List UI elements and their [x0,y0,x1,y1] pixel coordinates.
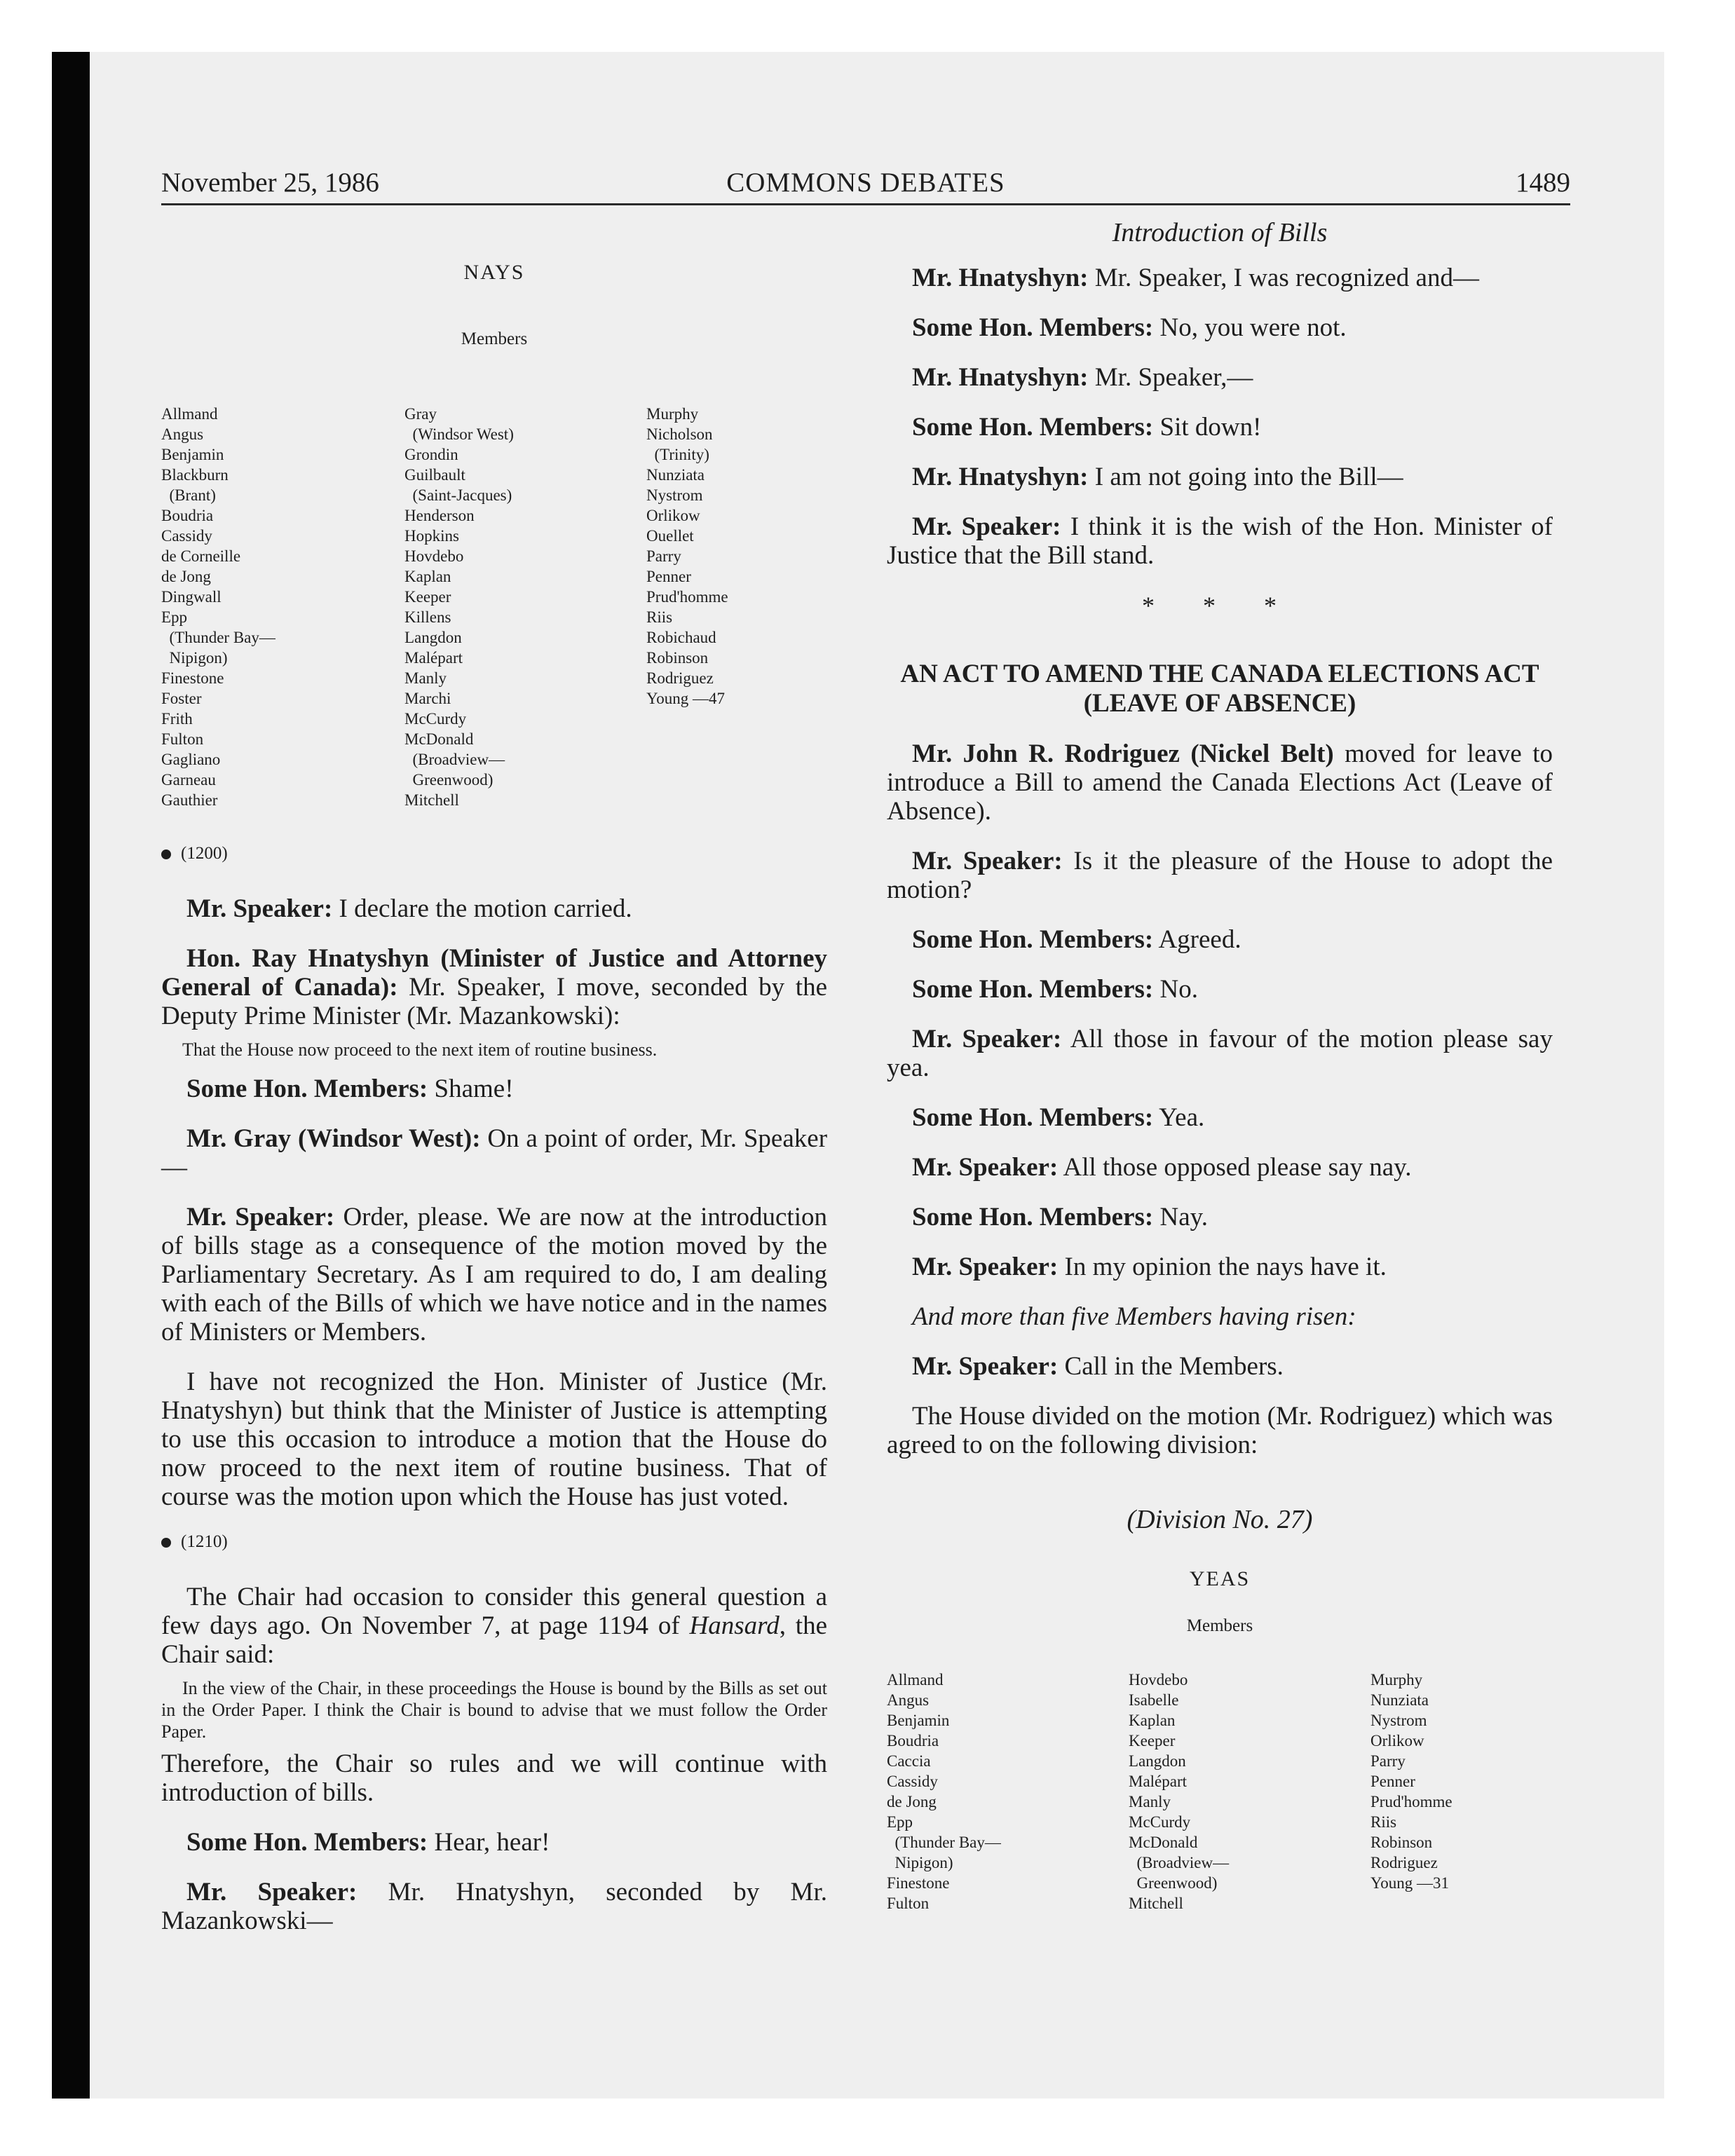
section-separator: * * * [1142,592,1298,620]
member-name: Foster [161,690,202,707]
member-name: Blackburn [161,466,229,484]
speaker-name: Some Hon. Members: [186,1828,428,1857]
member-name: Keeper [404,588,451,606]
paragraph: Mr. Speaker: In my opinion the nays have it. [912,1253,1387,1281]
member-name: Orlikow [646,507,700,524]
paragraph: Some Hon. Members: Shame! [186,1074,514,1103]
member-name: Nunziata [1370,1691,1429,1709]
paragraph: Mr. Speaker: All those in favour of the motion please say yea. [887,1025,1553,1082]
member-name: Young —47 [646,690,726,707]
speaker-name: Mr. Speaker: [186,1203,335,1231]
member-name: (Brant) [161,486,216,504]
paragraph: The House divided on the motion (Mr. Rodriguez) which was agreed to on the following division: [887,1402,1553,1459]
speaker-name: Mr. Speaker: [186,894,333,923]
hansard-italic: Hansard [689,1611,780,1640]
speaker-name: Some Hon. Members: [912,975,1154,1004]
member-name: Nystrom [646,486,703,504]
member-name: Benjamin [887,1712,950,1729]
bill-heading: AN ACT TO AMEND THE CANADA ELECTIONS ACT (LEAVE OF ABSENCE) [900,660,1539,718]
member-name: Angus [161,425,204,443]
member-name: McCurdy [404,710,467,728]
member-name: Grondin [404,446,458,463]
member-name: Gauthier [161,791,218,809]
speaker-name: Mr. Speaker: [912,512,1061,541]
member-name: Penner [1370,1773,1415,1790]
member-name: Finestone [161,669,224,687]
speaker-name: Mr. Gray (Windsor West): [186,1124,481,1153]
member-name: Angus [887,1691,930,1709]
yeas-heading: YEAS [1189,1567,1251,1590]
paragraph: Mr. John R. Rodriguez (Nickel Belt) moved for leave to introduce a Bill to amend the Canada Elections Act (Leave of Absence). [887,739,1553,826]
speaker-name: Some Hon. Members: [912,413,1154,442]
chair-quote: In the view of the Chair, in these proceedings the House is bound by the Bills as set out in the Order Paper. I think the Chair is bound to advise that we must follow the Order Paper. [161,1678,827,1742]
member-name: (Thunder Bay— [887,1834,1001,1851]
bullet-icon [161,1538,171,1548]
member-name: Frith [161,710,193,728]
time-marker: (1210) [161,1532,827,1552]
member-name: McDonald [404,730,474,748]
member-name: Prud'homme [1370,1793,1452,1810]
member-name: (Broadview— [1129,1854,1230,1871]
member-name: Parry [1370,1752,1406,1770]
speaker-name: Mr. Speaker: [912,1153,1059,1182]
member-name: (Saint-Jacques) [404,486,512,504]
member-name: Guilbault [404,466,465,484]
paragraph: Hon. Ray Hnatyshyn (Minister of Justice and Attorney General of Canada): Mr. Speaker, I move, seconded by the Deputy Prime Minister (Mr. Mazankowski): [161,944,827,1030]
member-name: Kaplan [1129,1712,1176,1729]
member-name: Benjamin [161,446,224,463]
bullet-icon [161,850,171,859]
speaker-name: Some Hon. Members: [912,313,1154,342]
member-name: Langdon [1129,1752,1186,1770]
speaker-name: Some Hon. Members: [912,1203,1154,1231]
section-title: Introduction of Bills [1112,218,1328,247]
speaker-name: Some Hon. Members: [912,925,1154,954]
speaker-name: Mr. John R. Rodriguez (Nickel Belt) [912,739,1334,768]
paragraph: Mr. Speaker: Is it the pleasure of the House to adopt the motion? [887,847,1553,904]
paragraph: Mr. Hnatyshyn: Mr. Speaker,— [912,363,1253,392]
member-name: Epp [161,608,188,626]
member-name: Epp [887,1813,913,1831]
motion-quote: That the House now proceed to the next item of routine business. [182,1039,658,1060]
paragraph: Therefore, the Chair so rules and we will continue with introduction of bills. [161,1749,827,1807]
member-name: (Windsor West) [404,425,514,443]
time-marker: (1200) [161,844,827,864]
member-name: Boudria [161,507,214,524]
yeas-column-3 [1370,1670,1452,1893]
member-name: Parry [646,547,681,565]
yeas-members-label: Members [1186,1616,1253,1635]
member-name: McDonald [1129,1834,1198,1851]
member-name: Ouellet [646,527,694,545]
member-name: Orlikow [1370,1732,1424,1749]
paragraph: The Chair had occasion to consider this general question a few days ago. On November 7, at page 1194 of Hansard, the Chair said: [161,1583,828,1669]
member-name: Greenwood) [404,771,494,789]
paragraph: Some Hon. Members: No. [912,975,1198,1004]
paragraph: Mr. Speaker: Mr. Hnatyshyn, seconded by Mr. Mazankowski— [161,1878,827,1935]
member-name: Allmand [161,405,218,423]
member-name: McCurdy [1129,1813,1191,1831]
member-name: Nipigon) [161,649,228,667]
nays-column-3 [646,404,728,709]
member-name: de Jong [887,1793,937,1810]
paragraph: Mr. Speaker: Call in the Members. [912,1352,1284,1381]
member-name: Mitchell [1129,1895,1183,1912]
right-column [887,210,1553,1936]
member-name: Langdon [404,629,462,646]
page-number: 1489 [1516,168,1570,198]
paragraph: Mr. Hnatyshyn: I am not going into the Bill— [912,463,1403,491]
speaker-name: Mr. Speaker: [912,1253,1059,1281]
member-name: (Trinity) [646,446,709,463]
member-name: de Jong [161,568,211,585]
member-name: Mitchell [404,791,459,809]
speaker-name: Some Hon. Members: [186,1074,428,1103]
member-name: Rodriguez [646,669,714,687]
member-name: Nystrom [1370,1712,1427,1729]
member-name: (Broadview— [404,751,505,768]
member-name: Penner [646,568,691,585]
speaker-name: Hon. Ray Hnatyshyn (Minister of Justice and Attorney General of Canada): [161,944,827,1002]
member-name: Riis [1370,1813,1397,1831]
nays-column-2 [404,404,514,810]
member-name: Keeper [1129,1732,1176,1749]
member-name: Hopkins [404,527,459,545]
speaker-name: Mr. Speaker: [912,1352,1059,1381]
paragraph: Some Hon. Members: Yea. [912,1103,1205,1132]
member-name: Finestone [887,1874,950,1892]
paragraph: Mr. Gray (Windsor West): On a point of order, Mr. Speaker— [161,1124,828,1182]
member-name: Dingwall [161,588,222,606]
member-name: Cassidy [161,527,212,545]
member-name: Nipigon) [887,1854,953,1871]
member-name: Robinson [1370,1834,1433,1851]
nays-column-1 [161,404,275,810]
paragraph: Mr. Speaker: I think it is the wish of the Hon. Minister of Justice that the Bill stand. [887,512,1553,570]
member-name: Killens [404,608,451,626]
member-name: Murphy [1370,1671,1423,1688]
header-date: November 25, 1986 [161,168,379,198]
member-name: Fulton [887,1895,930,1912]
paragraph: Some Hon. Members: No, you were not. [912,313,1347,342]
member-name: Hovdebo [404,547,464,565]
member-name: Manly [1129,1793,1171,1810]
member-name: Riis [646,608,673,626]
member-name: Greenwood) [1129,1874,1218,1892]
speaker-name: Some Hon. Members: [912,1103,1154,1132]
member-name: Robichaud [646,629,716,646]
member-name: Nicholson [646,425,713,443]
member-name: Fulton [161,730,204,748]
member-name: Garneau [161,771,216,789]
member-name: Gagliano [161,751,221,768]
speaker-name: Mr. Speaker: [912,847,1063,875]
paragraph: Some Hon. Members: Sit down! [912,413,1262,442]
speaker-name: Mr. Hnatyshyn: [912,264,1089,292]
member-name: (Thunder Bay— [161,629,275,646]
member-name: Caccia [887,1752,931,1770]
paragraph: Mr. Hnatyshyn: Mr. Speaker, I was recognized and— [912,264,1479,292]
member-name: Robinson [646,649,709,667]
member-name: Malépart [404,649,463,667]
member-name: Isabelle [1129,1691,1179,1709]
member-name: Henderson [404,507,475,524]
speaker-name: Mr. Speaker: [186,1878,358,1906]
member-name: Prud'homme [646,588,728,606]
paragraph: Some Hon. Members: Hear, hear! [186,1828,550,1857]
member-name: Kaplan [404,568,451,585]
member-name: Marchi [404,690,451,707]
paragraph: Mr. Speaker: I declare the motion carried. [186,894,632,923]
nays-name-list [161,404,827,824]
left-column [161,210,827,1956]
yeas-column-1 [887,1670,1001,1913]
member-name: Hovdebo [1129,1671,1188,1688]
member-name: de Corneille [161,547,241,565]
member-name: Rodriguez [1370,1854,1438,1871]
nays-heading: NAYS [463,261,525,284]
member-name: Gray [404,405,437,423]
member-name: Boudria [887,1732,939,1749]
member-name: Murphy [646,405,699,423]
stage-direction: And more than five Members having risen: [912,1302,1356,1331]
scan-border [52,52,90,2099]
member-name: Cassidy [887,1773,938,1790]
paragraph: Some Hon. Members: Agreed. [912,925,1241,954]
speaker-name: Mr. Speaker: [912,1025,1062,1053]
member-name: Malépart [1129,1773,1188,1790]
paragraph: Some Hon. Members: Nay. [912,1203,1208,1231]
nays-members-label: Members [461,329,528,348]
member-name: Manly [404,669,447,687]
paragraph: Mr. Speaker: All those opposed please say nay. [912,1153,1412,1182]
header-title: COMMONS DEBATES [726,168,1005,198]
member-name: Allmand [887,1671,944,1688]
paragraph: I have not recognized the Hon. Minister of Justice (Mr. Hnatyshyn) but think that the Minister of Justice is attempting to use this occasion to introduce a motion that the House do now proceed to the next item of routine business. That of course was the motion upon which the House has just voted. [161,1367,827,1511]
division-number: (Division No. 27) [1127,1505,1313,1534]
member-name: Young —31 [1370,1874,1450,1892]
paragraph: Mr. Speaker: Order, please. We are now at the introduction of bills stage as a consequence of the motion moved by the Parliamentary Secretary. As I am required to do, I am dealing with each of the Bills of which we have notice and in the names of Ministers or Members. [161,1203,827,1346]
member-name: Nunziata [646,466,705,484]
page-header [161,167,1570,205]
yeas-column-2 [1129,1670,1229,1913]
speaker-name: Mr. Hnatyshyn: [912,463,1089,491]
speaker-name: Mr. Hnatyshyn: [912,363,1089,392]
yeas-name-list [887,1670,1553,1936]
